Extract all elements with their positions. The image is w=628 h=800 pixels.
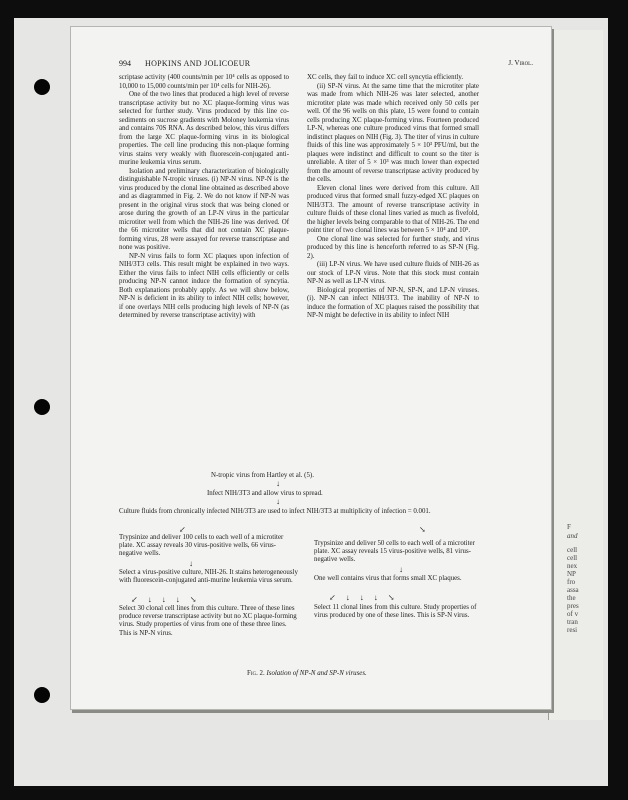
fragment: pres (567, 602, 579, 610)
multi-arrow-icon: ↙↓↓↓↘ (329, 593, 405, 602)
subsection-paragraph: (ii) SP-N virus. At the same time that the microtiter plate was made from which NIH-26 was later selected, another microtiter plate was made which received only 50 cells per well. Of the 96 wells on this plate, 15 were found to contain cells producing XC plaque-forming virus. Fourteen produced LP-N, whereas one culture produced virus that formed small indistinct plaques on NIH (Fig. 3). The titer of virus in culture fluids of this line was approximately 5 × 10³ PFU/ml, but the plaques were indistinct and difficult to count so the titer is unreliable. A titer of 5 × 10³ was much lower than expected from the amount of reverse transcriptase activity produced by the cells. (307, 82, 479, 183)
paragraph: NP-N virus fails to form XC plaques upon infection of NIH/3T3 cells. This result might be explained in two ways. Either the virus fails to infect NIH cells efficiently or cells producing NP-N cannot induce the formation of syncytia. Both explanations probably apply. As we will show below, NP-N is deficient in its ability to infect NIH cells; however, if one overlays NIH cells producing high levels of NP-N (as determined by reverse transcriptase activity) with (119, 252, 289, 319)
binder-hole (34, 399, 50, 415)
down-arrow-icon: ↓ (276, 497, 280, 506)
journal-page (70, 26, 552, 710)
fragment: cell (567, 546, 578, 554)
fragment: cell (567, 554, 578, 562)
flow-right-well: One well contains virus that forms small XC plaques. (314, 575, 462, 582)
flow-left-clonal: Select 30 clonal cell lines from this culture. Three of these lines produce reverse transcriptase activity but no XC plaque-forming virus. Study properties of virus from one of these three lines. This is NP-N virus. (119, 605, 297, 637)
page-number: 994 (119, 59, 131, 68)
binder-hole (34, 687, 50, 703)
fragment: tran (567, 618, 578, 626)
down-left-arrow-icon: ↙ (179, 525, 186, 534)
down-arrow-icon: ↓ (399, 565, 403, 574)
multi-arrow-icon: ↙↓↓↓↘ (131, 595, 207, 604)
subsection-paragraph: (iii) LP-N virus. We have used culture fluids of NIH-26 as our stock of LP-N virus. Note that this stock must contain NP-N as well as LP-N virus. (307, 261, 479, 285)
adjacent-page-edge (548, 30, 603, 720)
flow-right-microtiter: Trypsinize and deliver 50 cells to each well of a microtiter plate. XC assay reveals 15 virus-positive wells, 81 virus-negative wells. (314, 540, 475, 564)
flow-step-source: N-tropic virus from Hartley et al. (5). (211, 472, 314, 479)
flowchart-figure (119, 472, 487, 662)
paragraph: Eleven clonal lines were derived from this culture. All produced virus that formed small fuzzy-edged XC plaques on NIH/3T3. The amount of reverse transcriptase activity in culture fluids of these clonal lines varied as much as fivefold, the higher levels being comparable to that of NIH-26. The end point titer of two clonal lines was between 5 × 10⁴ and 10⁵. (307, 184, 479, 234)
fragment: resi (567, 626, 578, 634)
fragment: nex (567, 562, 578, 570)
running-authors: HOPKINS AND JOLICOEUR (145, 59, 251, 68)
down-arrow-icon: ↓ (189, 559, 193, 568)
fragment: F (567, 523, 571, 531)
figure-label: Fig. 2. (247, 670, 265, 677)
figure-caption (247, 670, 367, 677)
figure-caption-text: Isolation of NP-N and SP-N viruses. (266, 670, 367, 677)
paragraph: One clonal line was selected for further study, and virus produced by this line is henceforth referred to as SP-N (Fig. 2). (307, 235, 479, 260)
flow-left-select: Select a virus-positive culture, NIH-26. It stains heterogeneously with fluorescein-conjugated anti-murine leukemia virus serum. (119, 569, 298, 585)
section-heading-paragraph: Isolation and preliminary characterization of biologically distinguishable N-tropic viruses. (i) NP-N virus. NP-N is the virus produced by the clonal line obtained as described above and as diagrammed in Fig. 2. We do not know if NP-N was present in the original virus stock that was being cloned or arose during the growth of an LP-N virus in the particular microtiter well from which the NIH-26 line was derived. Of the 66 microtiter wells that did not contain XC plaque-forming virus, 28 were assayed for reverse transcriptase and none was positive. (119, 167, 289, 251)
flow-right-clonal: Select 11 clonal lines from this culture. Study properties of virus produced by one of these lines. This is SP-N virus. (314, 604, 477, 620)
fragment: and (567, 532, 578, 540)
fragment: assa (567, 586, 579, 594)
running-header (119, 59, 533, 69)
left-column (119, 74, 289, 321)
paragraph: One of the two lines that produced a high level of reverse transcriptase activity but no XC plaque-forming virus was selected for further study. Virus produced by this line co-sediments on sucrose gradients with Moloney leukemia virus and contains 70S RNA. As described below, this virus differs from the large XC plaque-forming virus in its biological properties. The cell line producing this non-plaque forming virus stains very weakly with fluorescein-conjugated anti-murine leukemia virus serum. (119, 91, 289, 166)
flow-step-infect: Infect NIH/3T3 and allow virus to spread. (207, 490, 323, 497)
down-arrow-icon: ↓ (276, 479, 280, 488)
fragment: NP (567, 570, 576, 578)
section-heading-paragraph: Biological properties of NP-N, SP-N, and LP-N viruses. (i). NP-N can infect NIH/3T3. The inability of NP-N to induce the formation of XC plaques raised the possibility that NP-N might be defective in its ability to infect NIH (307, 286, 479, 319)
right-column (307, 74, 479, 321)
binder-hole (34, 79, 50, 95)
flow-step-culture: Culture fluids from chronically infected NIH/3T3 are used to infect NIH/3T3 at multiplicity of infection = 0.001. (119, 508, 431, 515)
down-right-arrow-icon: ↘ (419, 525, 426, 534)
paragraph: scriptase activity (400 counts/min per 10⁴ cells as opposed to 10,000 to 15,000 counts/min per 10⁴ cells for NIH-26). (119, 74, 289, 90)
fragment: fro (567, 578, 576, 586)
fragment: of v (567, 610, 579, 618)
journal-name: J. Virol. (508, 59, 533, 67)
flow-left-microtiter: Trypsinize and deliver 100 cells to each well of a microtiter plate. XC assay reveals 30 virus-positive wells, 66 virus-negative wells. (119, 534, 284, 558)
paragraph: XC cells, they fail to induce XC cell syncytia efficiently. (307, 74, 464, 81)
fragment: the (567, 594, 576, 602)
